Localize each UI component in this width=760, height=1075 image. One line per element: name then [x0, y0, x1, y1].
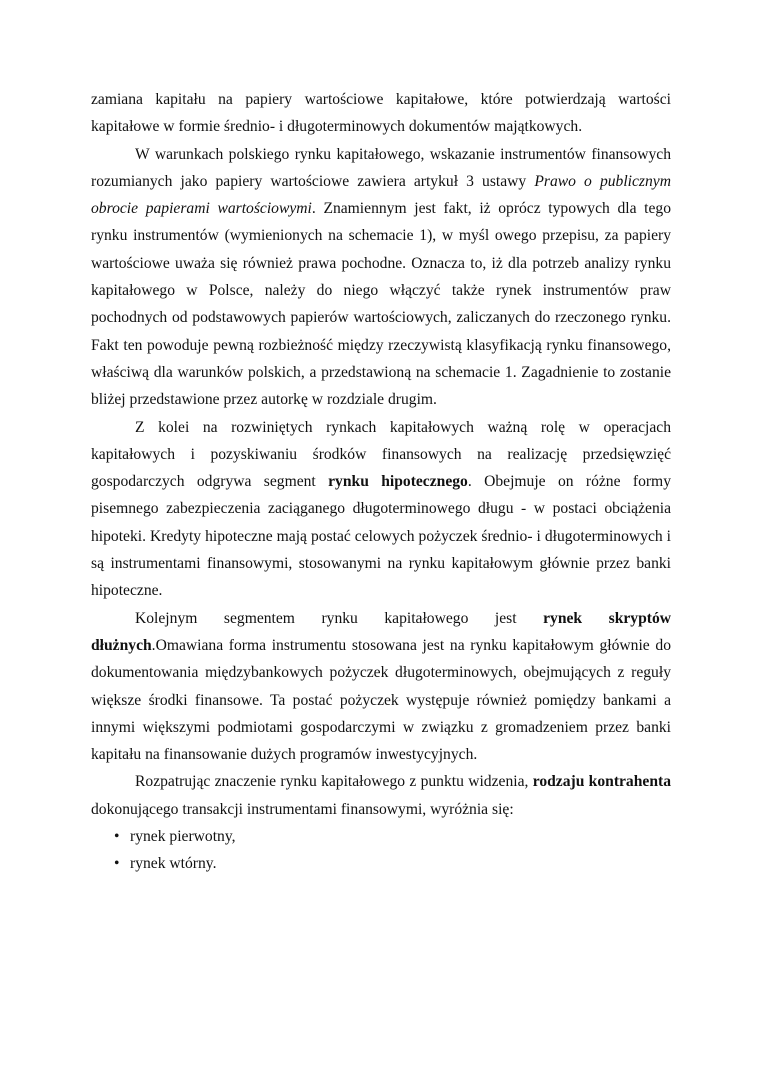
list-item-text: rynek pierwotny,	[130, 828, 236, 846]
paragraph-2-text-cont: . Znamiennym jest fakt, iż oprócz typowych dla tego rynku instrumentów (wymienionych na schemacie 1), w myśl owego przepisu, za papiery wartościowe uważa się również prawa pochodne. Oznacza to, iż dla potrzeb analizy rynku kapitałowego w Polsce, należy do niego włączyć także rynek instrumentów praw pochodnych od podstawowych papierów wartościowych, zaliczanych do rzeczonego rynku. Fakt ten powoduje pewną rozbieżność między rzeczywistą klasyfikacją rynku finansowego, właściwą dla warunków polskich, a przedstawioną na schemacie 1. Zagadnienie to zostanie bliżej przedstawione przez autorkę w rozdziale drugim.	[91, 200, 671, 409]
term-mortgage-market: rynku hipotecznego	[328, 473, 468, 491]
paragraph-4-text: Kolejnym segmentem rynku kapitałowego jest	[135, 609, 544, 627]
list-item	[114, 850, 671, 877]
paragraph-1	[91, 86, 671, 141]
list-item	[114, 823, 671, 850]
term-counterparty-type: rodzaju kontrahenta	[532, 773, 671, 791]
paragraph-4-text-cont: .Omawiana forma instrumentu stosowana jest na rynku kapitałowym głównie do dokumentowania międzybankowych pożyczek długoterminowych, obejmujących z reguły większe środki finansowe. Ta postać pożyczek występuje również pomiędzy bankami a innymi większymi podmiotami gospodarczymi w związku z gromadzeniem przez banki kapitału na finansowanie dużych programów inwestycyjnych.	[91, 636, 671, 764]
bullet-icon: •	[114, 855, 120, 873]
market-type-list	[91, 823, 671, 878]
paragraph-3-text-cont: . Obejmuje on różne formy pisemnego zabezpieczenia zaciąganego długoterminowego długu - w postaci obciążenia hipoteki. Kredyty hipoteczne mają postać celowych pożyczek średnio- i długoterminowych i są instrumentami finansowymi, stosowanymi na rynku kapitałowym głównie przez banki hipoteczne.	[91, 473, 671, 600]
bullet-icon: •	[114, 828, 120, 846]
statute-title: Prawo o publicznym obrocie papierami wartościowymi	[91, 172, 671, 218]
paragraph-3	[91, 414, 671, 605]
term-debt-notes-market: rynek skryptów dłużnych	[91, 609, 672, 654]
paragraph-2	[91, 141, 671, 414]
paragraph-5-text-cont: dokonującego transakcji instrumentami finansowymi, wyróżnia się:	[91, 800, 514, 818]
list-item-text: rynek wtórny.	[130, 855, 217, 873]
paragraph-2-text: W warunkach polskiego rynku kapitałowego, wskazanie instrumentów finansowych rozumianych jako papiery wartościowe zawiera artykuł 3 ustawy	[91, 145, 671, 190]
paragraph-1-text: zamiana kapitału na papiery wartościowe kapitałowe, które potwierdzają wartości kapitałowe w formie średnio- i długoterminowych dokumentów majątkowych.	[91, 91, 671, 136]
paragraph-5	[91, 768, 671, 823]
paragraph-5-text: Rozpatrując znaczenie rynku kapitałowego z punktu widzenia,	[135, 773, 533, 791]
paragraph-3-text: Z kolei na rozwiniętych rynkach kapitałowych ważną rolę w operacjach kapitałowych i pozyskiwaniu środków finansowych na realizację przedsięwzięć gospodarczych odgrywa segment	[91, 418, 671, 491]
document-page	[91, 86, 671, 878]
paragraph-4	[91, 605, 671, 769]
